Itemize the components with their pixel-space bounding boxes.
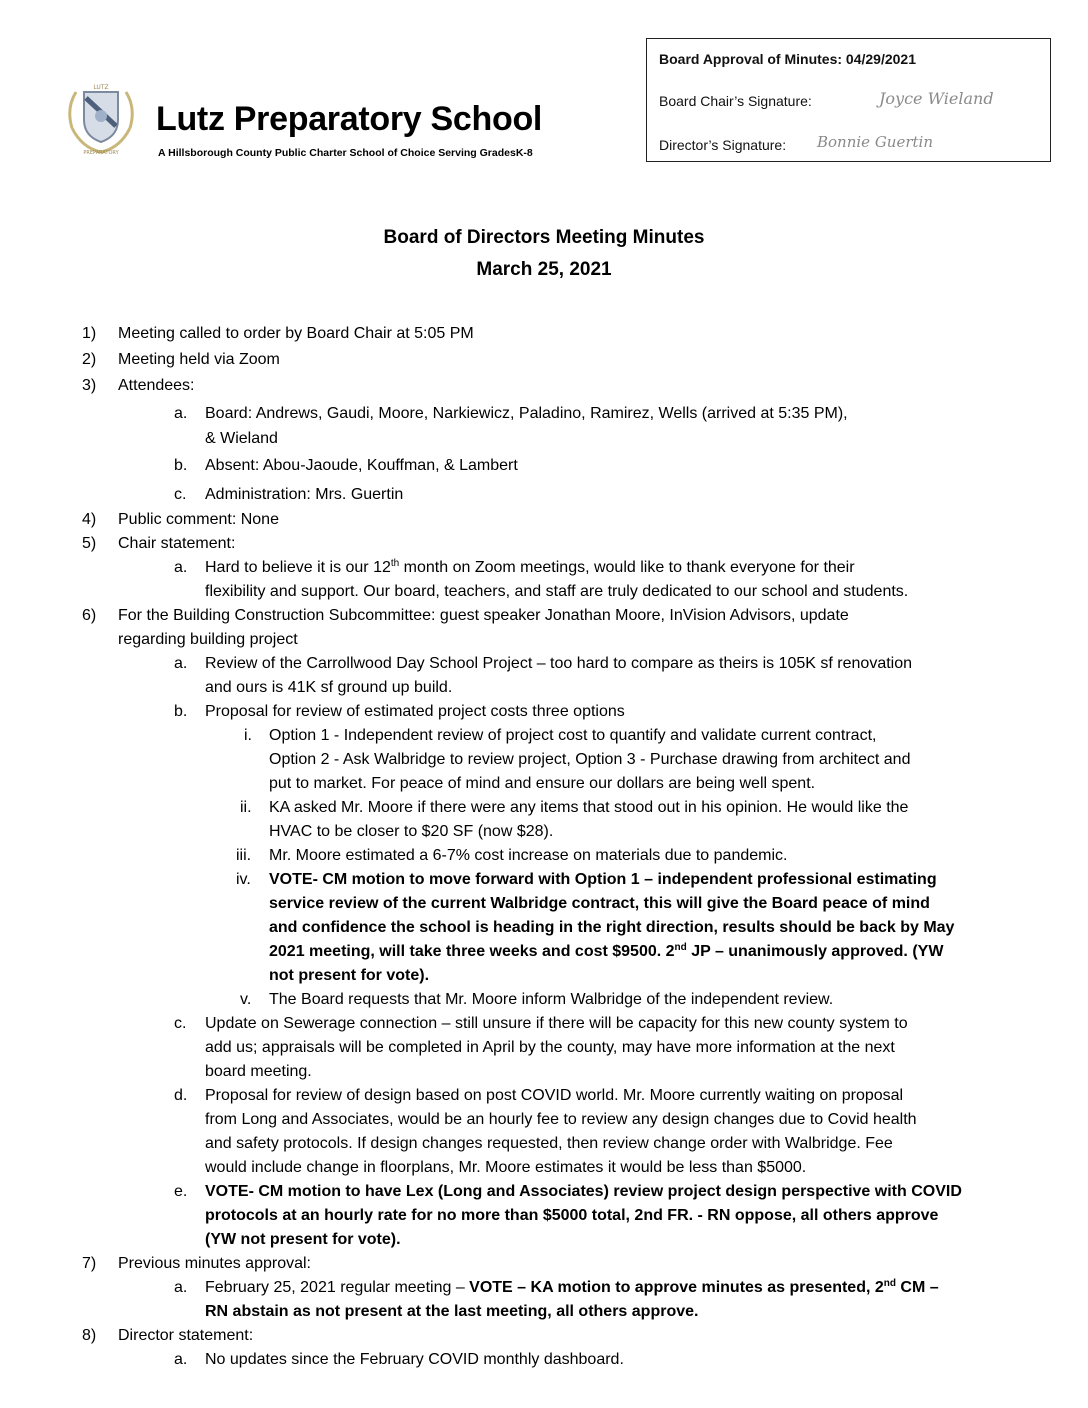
item-text: For the Building Construction Subcommittee: guest speaker Jonathan Moore, InVision Advisors, update [118, 607, 849, 624]
vote-text: not present for vote). [269, 967, 430, 984]
item-number: 2) [82, 351, 97, 368]
subitem-text: Administration: Mrs. Guertin [205, 486, 404, 503]
subitem-text: flexibility and support. Our board, teachers, and staff are truly dedicated to our school and students. [205, 583, 909, 600]
item-text: Public comment: None [118, 511, 279, 528]
vote-text: service review of the current Walbridge contract, this will give the Board peace of mind [269, 895, 930, 912]
subitem-letter: a. [174, 655, 188, 672]
subitem-letter: a. [174, 405, 188, 422]
vote-text: protocols at an hourly rate for no more than $5000 total, 2nd FR. - RN oppose, all others approve [205, 1207, 939, 1224]
subitem-text: No updates since the February COVID monthly dashboard. [205, 1351, 624, 1368]
director-signature-label: Director’s Signature: [659, 137, 787, 153]
subitem-letter: a. [174, 1279, 188, 1296]
subitem-text: from Long and Associates, would be an hourly fee to review any design changes due to Covid health [205, 1111, 917, 1128]
subitem-text: and safety protocols. If design changes requested, then review change order with Walbridge. Fee [205, 1135, 893, 1152]
subitem-letter: c. [174, 1015, 187, 1032]
svg-text:LUTZ: LUTZ [93, 84, 109, 91]
approval-date-line: Board Approval of Minutes: 04/29/2021 [659, 51, 916, 67]
roman-numeral: v. [240, 991, 252, 1008]
item-text: Attendees: [118, 377, 195, 394]
approval-box [646, 38, 1051, 162]
chair-signature: Joyce Wieland [879, 89, 994, 108]
subitem-text: add us; appraisals will be completed in April by the county, may have more information at the next [205, 1039, 895, 1056]
roman-item-text: Option 1 - Independent review of project cost to quantify and validate current contract, [269, 727, 877, 744]
subitem-text: Review of the Carrollwood Day School Project – too hard to compare as theirs is 105K sf renovation [205, 655, 913, 672]
subitem-letter: a. [174, 1351, 188, 1368]
subitem-text: Proposal for review of design based on post COVID world. Mr. Moore currently waiting on proposal [205, 1087, 904, 1104]
item-number: 8) [82, 1327, 97, 1344]
subitem-letter: e. [174, 1183, 188, 1200]
item-number: 1) [82, 325, 97, 342]
item-number: 4) [82, 511, 97, 528]
school-name: Lutz Preparatory School [156, 100, 543, 138]
chair-signature-label: Board Chair’s Signature: [659, 93, 812, 109]
subitem-text: February 25, 2021 regular meeting – VOTE – KA motion to approve minutes as presented, 2nd CM – [205, 1278, 939, 1296]
item-text: Director statement: [118, 1327, 254, 1344]
school-crest-icon [62, 78, 140, 156]
vote-text: RN abstain as not present at the last meeting, all others approve. [205, 1303, 699, 1320]
roman-item-text: Option 2 - Ask Walbridge to review project, Option 3 - Purchase drawing from architect and [269, 751, 911, 768]
document-title: Board of Directors Meeting Minutes [383, 227, 705, 248]
subitem-text: Update on Sewerage connection – still unsure if there will be capacity for this new county system to [205, 1015, 908, 1032]
roman-numeral: i. [244, 727, 252, 744]
roman-item-text: put to market. For peace of mind and ensure our dollars are being well spent. [269, 775, 816, 792]
item-number: 3) [82, 377, 97, 394]
item-text: regarding building project [118, 631, 298, 648]
director-signature: Bonnie Guertin [817, 133, 933, 151]
subitem-letter: c. [174, 486, 187, 503]
vote-text: 2021 meeting, will take three weeks and cost $9500. 2nd JP – unanimously approved. (YW [269, 942, 944, 960]
subitem-text: board meeting. [205, 1063, 312, 1080]
roman-item-text: The Board requests that Mr. Moore inform Walbridge of the independent review. [269, 991, 834, 1008]
roman-item-text: Mr. Moore estimated a 6-7% cost increase on materials due to pandemic. [269, 847, 788, 864]
roman-numeral: iv. [236, 871, 251, 888]
item-text: Chair statement: [118, 535, 236, 552]
roman-numeral: ii. [240, 799, 252, 816]
subitem-text: Absent: Abou-Jaoude, Kouffman, & Lambert [205, 457, 518, 474]
svg-text:PREPARATORY: PREPARATORY [83, 150, 119, 156]
item-number: 6) [82, 607, 97, 624]
item-number: 5) [82, 535, 97, 552]
item-text: Previous minutes approval: [118, 1255, 311, 1272]
subitem-text: Proposal for review of estimated project costs three options [205, 703, 625, 720]
item-text: Meeting held via Zoom [118, 351, 280, 368]
vote-text: VOTE- CM motion to move forward with Option 1 – independent professional estimating [269, 871, 937, 888]
subitem-letter: a. [174, 559, 188, 576]
item-number: 7) [82, 1255, 97, 1272]
school-logo [62, 78, 140, 156]
subitem-text: Board: Andrews, Gaudi, Moore, Narkiewicz, Paladino, Ramirez, Wells (arrived at 5:35 PM), [205, 405, 848, 422]
subitem-letter: b. [174, 457, 188, 474]
school-subtitle: A Hillsborough County Public Charter School of Choice Serving GradesK-8 [158, 147, 533, 159]
vote-text: and confidence the school is heading in the right direction, results should be back by May [269, 919, 955, 936]
item-text: Meeting called to order by Board Chair at 5:05 PM [118, 325, 474, 342]
subitem-text: and ours is 41K sf ground up build. [205, 679, 453, 696]
subitem-text: Hard to believe it is our 12th month on Zoom meetings, would like to thank everyone for their [205, 558, 855, 576]
subitem-letter: b. [174, 703, 188, 720]
roman-numeral: iii. [236, 847, 252, 864]
subitem-text: would include change in floorplans, Mr. Moore estimates it would be less than $5000. [205, 1159, 807, 1176]
roman-item-text: HVAC to be closer to $20 SF (now $28). [269, 823, 554, 840]
subitem-text: & Wieland [205, 430, 278, 447]
vote-text: VOTE- CM motion to have Lex (Long and Associates) review project design perspective with COVID [205, 1183, 962, 1200]
meeting-date: March 25, 2021 [476, 259, 612, 280]
vote-text: (YW not present for vote). [205, 1231, 401, 1248]
subitem-letter: d. [174, 1087, 188, 1104]
roman-item-text: KA asked Mr. Moore if there were any items that stood out in his opinion. He would like the [269, 799, 909, 816]
